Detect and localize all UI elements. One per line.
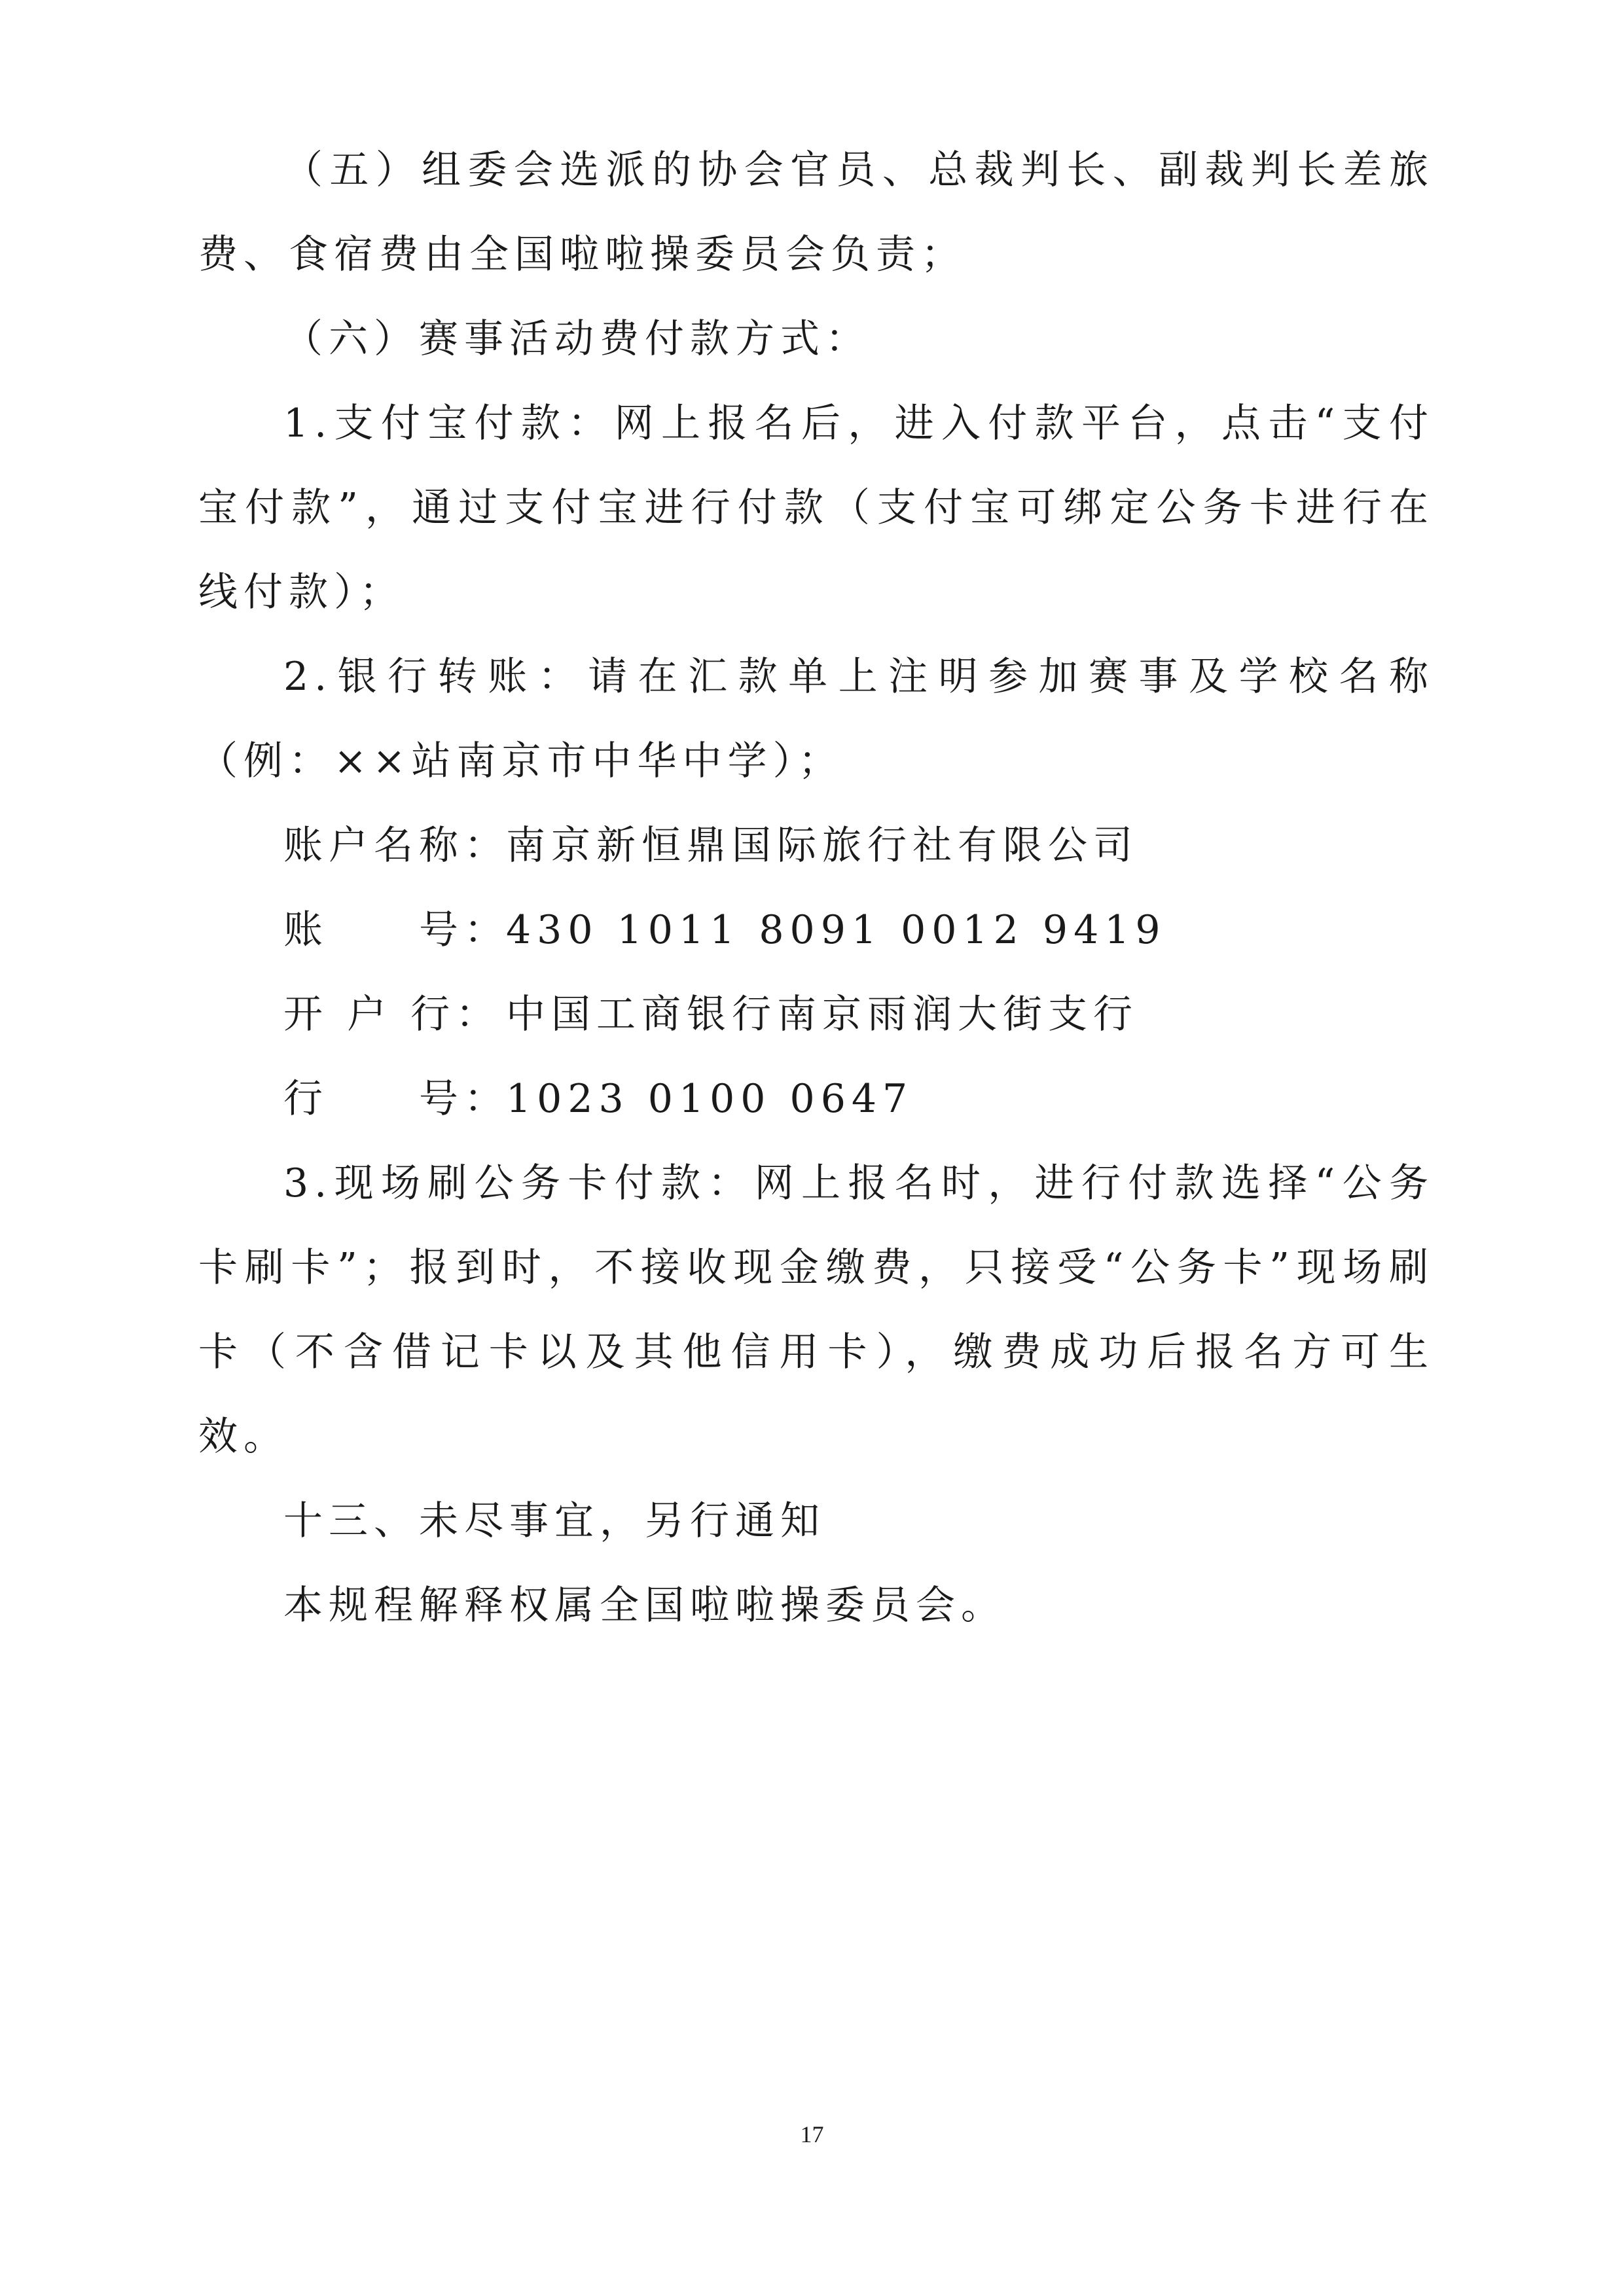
bank-account-name-value: 南京新恒鼎国际旅行社有限公司: [506, 823, 1138, 869]
bank-account-name-label: 账户名称：: [283, 823, 509, 869]
bank-account-number-value: 430 1011 8091 0012 9419: [506, 907, 1166, 953]
paragraph-alipay-payment: 1.支付宝付款：网上报名后，进入付款平台，点击“支付宝付款”，通过支付宝进行付款（支付宝可绑定公务卡进行在线付款）；: [198, 401, 1434, 615]
bank-branch-label: 开 户 行：: [283, 992, 501, 1037]
bank-account-number-label: 账 号：: [283, 907, 509, 953]
paragraph-official-card-payment: 3.现场刷公务卡付款：网上报名时，进行付款选择“公务卡刷卡”；报到时，不接收现金缴费，只接受“公务卡”现场刷卡（不含借记卡以及其他信用卡），缴费成功后报名方可生效。: [198, 1160, 1434, 1460]
paragraph-payment-methods-heading: （六）赛事活动费付款方式：: [283, 316, 871, 362]
bank-code-row: [198, 1057, 1434, 1141]
bank-branch-row: [198, 973, 1434, 1057]
bank-account-name-row: [198, 804, 1434, 888]
document-body: [198, 128, 1434, 1648]
bank-branch-value: 中国工商银行南京雨润大街支行: [506, 992, 1138, 1037]
section-13-heading: 十三、未尽事宜，另行通知: [283, 1498, 825, 1544]
paragraph-bank-transfer: 2.银行转账：请在汇款单上注明参加赛事及学校名称（例：××站南京市中华中学）；: [198, 654, 1434, 784]
paragraph-expenses-officials: （五）组委会选派的协会官员、总裁判长、副裁判长差旅费、食宿费由全国啦啦操委员会负责；: [198, 147, 1434, 278]
bank-code-value: 1023 0100 0647: [506, 1076, 914, 1122]
bank-code-label: 行 号：: [283, 1076, 509, 1122]
page-number: 17: [800, 2121, 824, 2147]
paragraph-interpretation-rights: 本规程解释权属全国啦啦操委员会。: [283, 1583, 1006, 1628]
bank-account-number-row: [198, 888, 1434, 973]
